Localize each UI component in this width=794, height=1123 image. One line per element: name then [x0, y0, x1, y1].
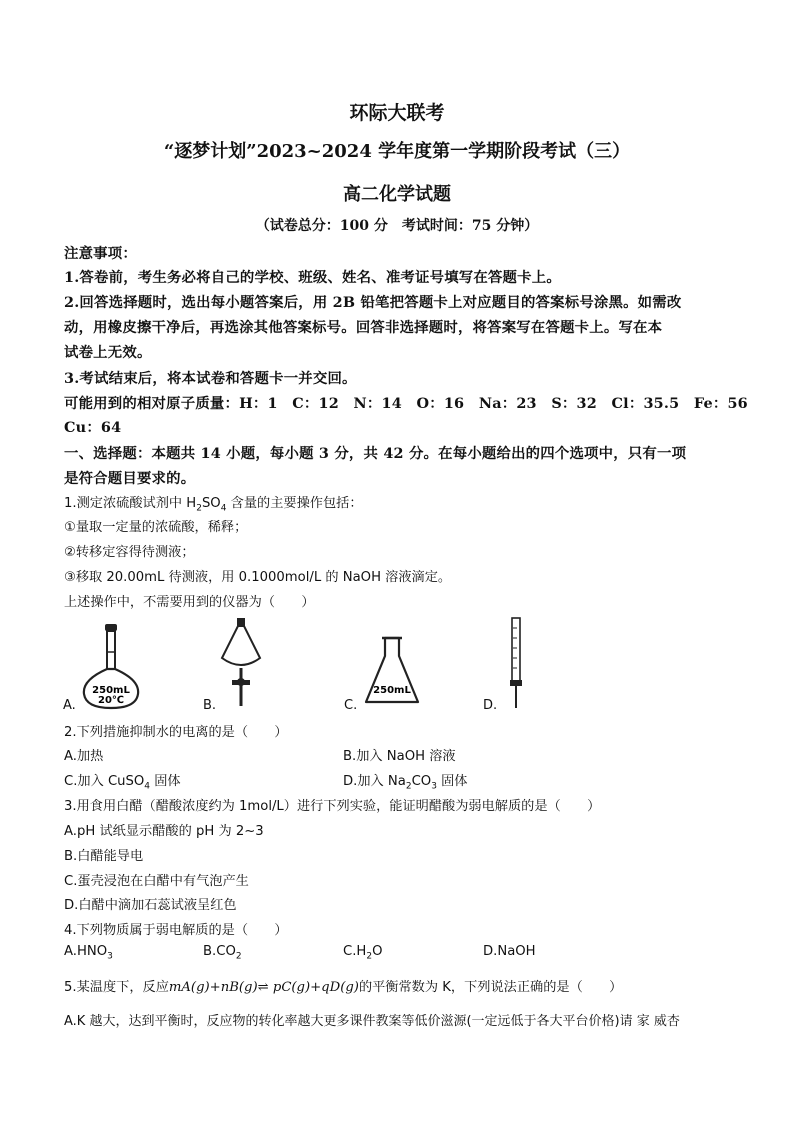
q3-option-d: D.白醋中滴加石蕊试液呈红色 [64, 898, 237, 913]
note-1: 1.答卷前，考生务必将自己的学校、班级、姓名、准考证号填写在答题卡上。 [64, 269, 561, 286]
note-2a: 2.回答选择题时，选出每小题答案后，用 2B 铅笔把答题卡上对应题目的答案标号涂黑。如需改 [64, 294, 682, 311]
q3-option-a: A.pH 试纸显示醋酸的 pH 为 2~3 [64, 824, 264, 839]
erlenmeyer-flask-icon [364, 636, 420, 706]
exam-title: “逐梦计划”2023~2024 学年度第一学期阶段考试（三） [163, 141, 631, 162]
q2-option-c: C.加入 CuSO$_4$ 固体 [64, 774, 181, 792]
section-1-title-a: 一、选择题：本题共 14 小题，每小题 3 分，共 42 分。在每小题给出的四个选项中，只有一项 [64, 445, 687, 462]
q1-step-2: ②转移定容得待测液； [64, 545, 195, 560]
q3-option-b: B.白醋能导电 [64, 849, 144, 864]
q1-stem: 1.测定浓硫酸试剂中 $H_2SO_4$ 含量的主要操作包括： [64, 496, 363, 514]
exam-info: （试卷总分：100 分 考试时间：75 分钟） [255, 218, 539, 234]
separatory-funnel-icon [218, 616, 264, 708]
q5-option-a: A.K 越大，达到平衡时，反应物的转化率越大更多课件教案等低价滋源(一定远低于各大平台价格)请 家 威杏 [64, 1014, 680, 1029]
burette-icon [508, 616, 524, 710]
subject-title: 高二化学试题 [343, 184, 451, 205]
org-title: 环际大联考 [349, 102, 445, 124]
q1-step-1: ①量取一定量的浓硫酸，稀释； [64, 520, 248, 535]
q1-option-d: D. [483, 698, 498, 713]
q1-option-c: C. [344, 698, 358, 713]
q4-option-c: $C.H_2O$ [343, 944, 383, 962]
q5-equation: mA(g)+nB(g)⇌ pC(g)+qD(g) [168, 980, 359, 995]
note-2c: 试卷上无效。 [64, 344, 152, 361]
q1-option-a: A. [63, 698, 76, 713]
note-3: 3.考试结束后，将本试卷和答题卡一并交回。 [64, 370, 357, 387]
q4-option-a: $A.HNO_3$ [64, 944, 113, 962]
q1-step-3: ③移取 20.00mL 待测液，用 0.1000mol/L 的 NaOH 溶液滴定。 [64, 570, 452, 585]
notes-title: 注意事项： [64, 245, 137, 262]
volumetric-flask-icon [76, 622, 146, 712]
q4-option-b: $B.CO_2$ [203, 944, 242, 962]
q1-option-b: B. [203, 698, 217, 713]
q4-stem: 4.下列物质属于弱电解质的是（ ） [64, 923, 288, 938]
q1-ask: 上述操作中，不需要用到的仪器为（ ） [64, 595, 315, 610]
atomic-mass-b: Cu：64 [64, 419, 122, 436]
q4-option-d: D.NaOH [483, 944, 536, 959]
erlenmeyer-label-volume: 250mL [373, 685, 411, 696]
q2-option-d: D.加入 $Na_2CO_3$ 固体 [343, 774, 468, 792]
q2-option-b: B.加入 NaOH 溶液 [343, 749, 456, 764]
flask-label-volume: 250mL [92, 685, 130, 696]
q2-stem: 2.下列措施抑制水的电离的是（ ） [64, 725, 288, 740]
q3-stem: 3.用食用白醋（醋酸浓度约为 1mol/L）进行下列实验，能证明醋酸为弱电解质的是（ ） [64, 799, 601, 814]
flask-label-temp: 20℃ [97, 695, 125, 706]
section-1-title-b: 是符合题目要求的。 [64, 470, 196, 487]
q3-option-c: C.蛋壳浸泡在白醋中有气泡产生 [64, 874, 249, 889]
atomic-mass-a: 可能用到的相对原子质量：H：1 C：12 N：14 O：16 Na：23 S：32 Cl：35.5 Fe：56 [64, 395, 748, 412]
q5-stem: 5.某温度下，反应mA(g)+nB(g)⇌ pC(g)+qD(g)的平衡常数为 K，下列说法正确的是（ ） [64, 980, 623, 995]
q2-option-a: A.加热 [64, 749, 104, 764]
note-2b: 动，用橡皮擦干净后，再选涂其他答案标号。回答非选择题时，将答案写在答题卡上。写在本 [64, 319, 663, 336]
